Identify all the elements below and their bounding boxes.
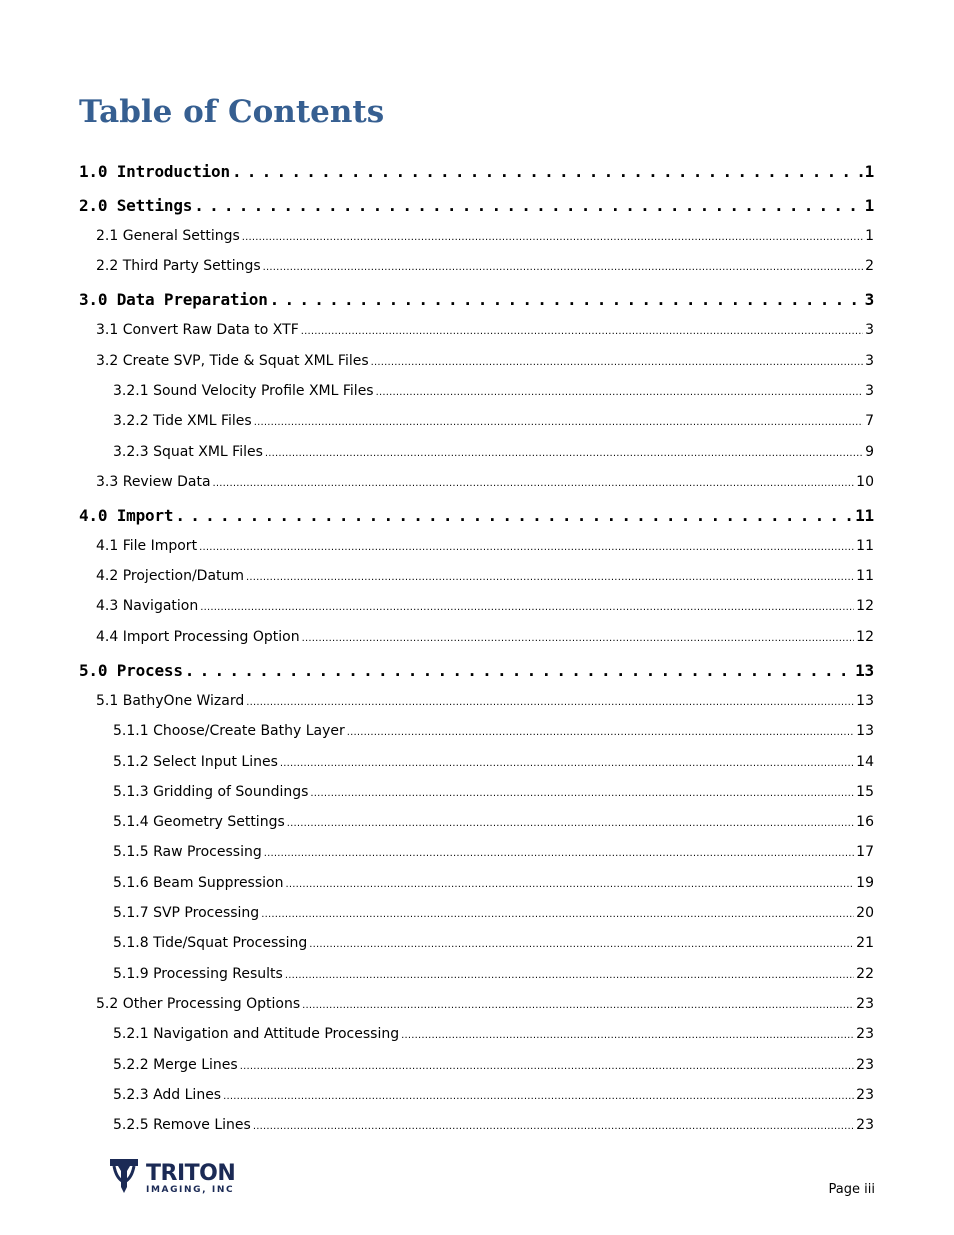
toc-dot-leader: [401, 1026, 854, 1042]
toc-dot-leader: [265, 444, 863, 460]
toc-entry-page: 15: [856, 784, 874, 800]
toc-dot-leader: [309, 935, 854, 951]
trident-t-icon: [108, 1157, 140, 1195]
toc-entry-label: 5.1.3 Gridding of Soundings: [113, 784, 309, 800]
toc-entry-label: 2.2 Third Party Settings: [96, 258, 261, 274]
toc-entry-label: 5.1.9 Processing Results: [113, 966, 283, 982]
toc-entry-page: 20: [856, 905, 874, 921]
toc-entry-label: 5.1.5 Raw Processing: [113, 844, 262, 860]
toc-entry-label: 2.0 Settings: [79, 196, 193, 215]
toc-entry-page: 1: [864, 196, 874, 215]
toc-entry-page: 23: [856, 1057, 874, 1073]
toc-entry-page: 21: [856, 935, 874, 951]
toc-entry-page: 14: [856, 754, 874, 770]
toc-entry-page: 12: [856, 598, 874, 614]
toc-entry-label: 5.0 Process: [79, 661, 183, 680]
toc-entry-page: 7: [865, 413, 874, 429]
toc-entry-page: 13: [855, 661, 874, 680]
toc-dot-leader: [302, 996, 854, 1012]
toc-entry-page: 1: [865, 228, 874, 244]
toc-entry-label: 5.2.1 Navigation and Attitude Processing: [113, 1026, 400, 1042]
toc-entry[interactable]: [113, 1057, 874, 1073]
toc-entry-label: 5.1.1 Choose/Create Bathy Layer: [113, 723, 345, 739]
toc-entry[interactable]: [113, 814, 874, 830]
toc-entry[interactable]: [113, 844, 874, 860]
toc-entry[interactable]: [113, 935, 874, 951]
toc-entry[interactable]: [96, 538, 874, 554]
toc-dot-leader: [185, 661, 853, 680]
toc-entry[interactable]: [96, 568, 874, 584]
toc-entry-label: 2.1 General Settings: [96, 228, 240, 244]
triton-logo: [108, 1157, 236, 1197]
toc-entry-page: 9: [865, 444, 874, 460]
toc-dot-leader: [270, 290, 863, 309]
toc-dot-leader: [175, 506, 853, 525]
toc-dot-leader: [371, 353, 863, 369]
toc-entry[interactable]: [96, 322, 874, 338]
toc-entry-label: 4.1 File Import: [96, 538, 198, 554]
toc-entry-page: 2: [865, 258, 874, 274]
toc-entry[interactable]: [113, 1117, 874, 1133]
toc-entry[interactable]: [113, 444, 874, 460]
toc-entry-label: 4.2 Projection/Datum: [96, 568, 245, 584]
toc-entry-page: 11: [856, 568, 874, 584]
toc-entry-page: 23: [856, 996, 874, 1012]
toc-entry-label: 3.2.1 Sound Velocity Profile XML Files: [113, 383, 374, 399]
toc-entry-page: 11: [856, 538, 874, 554]
toc-dot-leader: [261, 905, 854, 921]
toc-dot-leader: [242, 228, 863, 244]
toc-entry[interactable]: [113, 1026, 874, 1042]
toc-dot-leader: [246, 568, 854, 584]
toc-entry[interactable]: [79, 661, 874, 680]
toc-entry-label: 5.2 Other Processing Options: [96, 996, 301, 1012]
toc-entry[interactable]: [113, 383, 874, 399]
toc-entry-label: 3.3 Review Data: [96, 474, 211, 490]
toc-entry-label: 4.3 Navigation: [96, 598, 199, 614]
toc-dot-leader: [310, 784, 854, 800]
toc-dot-leader: [287, 814, 854, 830]
toc-entry-page: 3: [864, 290, 874, 309]
toc-entry-label: 3.0 Data Preparation: [79, 290, 268, 309]
toc-entry-label: 5.2.5 Remove Lines: [113, 1117, 251, 1133]
toc-entry-page: 3: [865, 353, 874, 369]
toc-entry-label: 5.1.7 SVP Processing: [113, 905, 260, 921]
toc-entry-label: 5.1.6 Beam Suppression: [113, 875, 284, 891]
toc-entry-page: 11: [855, 506, 874, 525]
toc-entry-label: 1.0 Introduction: [79, 162, 230, 181]
toc-entry-page: 23: [856, 1087, 874, 1103]
toc-dot-leader: [240, 1057, 854, 1073]
toc-entry-page: 23: [856, 1117, 874, 1133]
page-number: Page iii: [828, 1182, 875, 1197]
toc-entry-page: 3: [865, 322, 874, 338]
toc-dot-leader: [213, 474, 855, 490]
toc-entry-label: 5.2.2 Merge Lines: [113, 1057, 238, 1073]
toc-dot-leader: [285, 875, 854, 891]
toc-entry-page: 22: [856, 966, 874, 982]
toc-dot-leader: [223, 1087, 854, 1103]
toc-entry[interactable]: [96, 996, 874, 1012]
toc-entry-page: 12: [856, 629, 874, 645]
toc-entry[interactable]: [96, 258, 874, 274]
toc-entry[interactable]: [96, 474, 874, 490]
toc-entry[interactable]: [79, 162, 874, 181]
toc-entry-label: 3.2.2 Tide XML Files: [113, 413, 252, 429]
toc-entry[interactable]: [113, 413, 874, 429]
toc-entry[interactable]: [96, 353, 874, 369]
toc-entry-page: 13: [856, 723, 874, 739]
toc-dot-leader: [376, 383, 863, 399]
toc-entry[interactable]: [96, 629, 874, 645]
toc-entry-page: 23: [856, 1026, 874, 1042]
toc-dot-leader: [301, 322, 863, 338]
toc-dot-leader: [263, 258, 863, 274]
toc-entry-page: 16: [856, 814, 874, 830]
toc-entry-label: 5.2.3 Add Lines: [113, 1087, 222, 1103]
toc-dot-leader: [232, 162, 863, 181]
toc-entry-label: 5.1.8 Tide/Squat Processing: [113, 935, 308, 951]
toc-entry-page: 3: [865, 383, 874, 399]
toc-entry[interactable]: [79, 196, 874, 215]
logo-subtitle: IMAGING, INC: [146, 1185, 235, 1195]
toc-dot-leader: [200, 598, 854, 614]
toc-entry[interactable]: [96, 598, 874, 614]
logo-wordmark: TRITON: [146, 1161, 236, 1186]
toc-dot-leader: [199, 538, 854, 554]
toc-entry-label: 3.1 Convert Raw Data to XTF: [96, 322, 299, 338]
toc-entry[interactable]: [96, 228, 874, 244]
toc-dot-leader: [285, 966, 854, 982]
toc-entry-label: 3.2.3 Squat XML Files: [113, 444, 263, 460]
toc-entry-page: 13: [856, 693, 874, 709]
page-title: Table of Contents: [79, 94, 385, 130]
toc-entry-label: 4.0 Import: [79, 506, 174, 525]
toc-entry-label: 5.1.2 Select Input Lines: [113, 754, 278, 770]
toc-entry[interactable]: [113, 723, 874, 739]
toc-entry[interactable]: [113, 754, 874, 770]
toc-entry-page: 1: [864, 162, 874, 181]
toc-dot-leader: [254, 413, 863, 429]
toc-entry[interactable]: [79, 506, 874, 525]
toc-dot-leader: [347, 723, 854, 739]
toc-entry[interactable]: [113, 875, 874, 891]
toc-dot-leader: [280, 754, 854, 770]
toc-entry-page: 19: [856, 875, 874, 891]
toc-entry-page: 10: [856, 474, 874, 490]
toc-entry-label: 5.1 BathyOne Wizard: [96, 693, 245, 709]
toc-entry[interactable]: [113, 966, 874, 982]
toc-entry-label: 5.1.4 Geometry Settings: [113, 814, 285, 830]
toc-dot-leader: [264, 844, 854, 860]
toc-dot-leader: [302, 629, 855, 645]
toc-entry[interactable]: [79, 290, 874, 309]
toc-entry[interactable]: [113, 784, 874, 800]
toc-dot-leader: [253, 1117, 854, 1133]
toc-entry-label: 3.2 Create SVP, Tide & Squat XML Files: [96, 353, 369, 369]
toc-entry[interactable]: [113, 1087, 874, 1103]
toc-entry-page: 17: [856, 844, 874, 860]
toc-entry[interactable]: [113, 905, 874, 921]
toc-dot-leader: [194, 196, 862, 215]
toc-entry-label: 4.4 Import Processing Option: [96, 629, 300, 645]
toc-entry[interactable]: [96, 693, 874, 709]
toc-dot-leader: [246, 693, 854, 709]
